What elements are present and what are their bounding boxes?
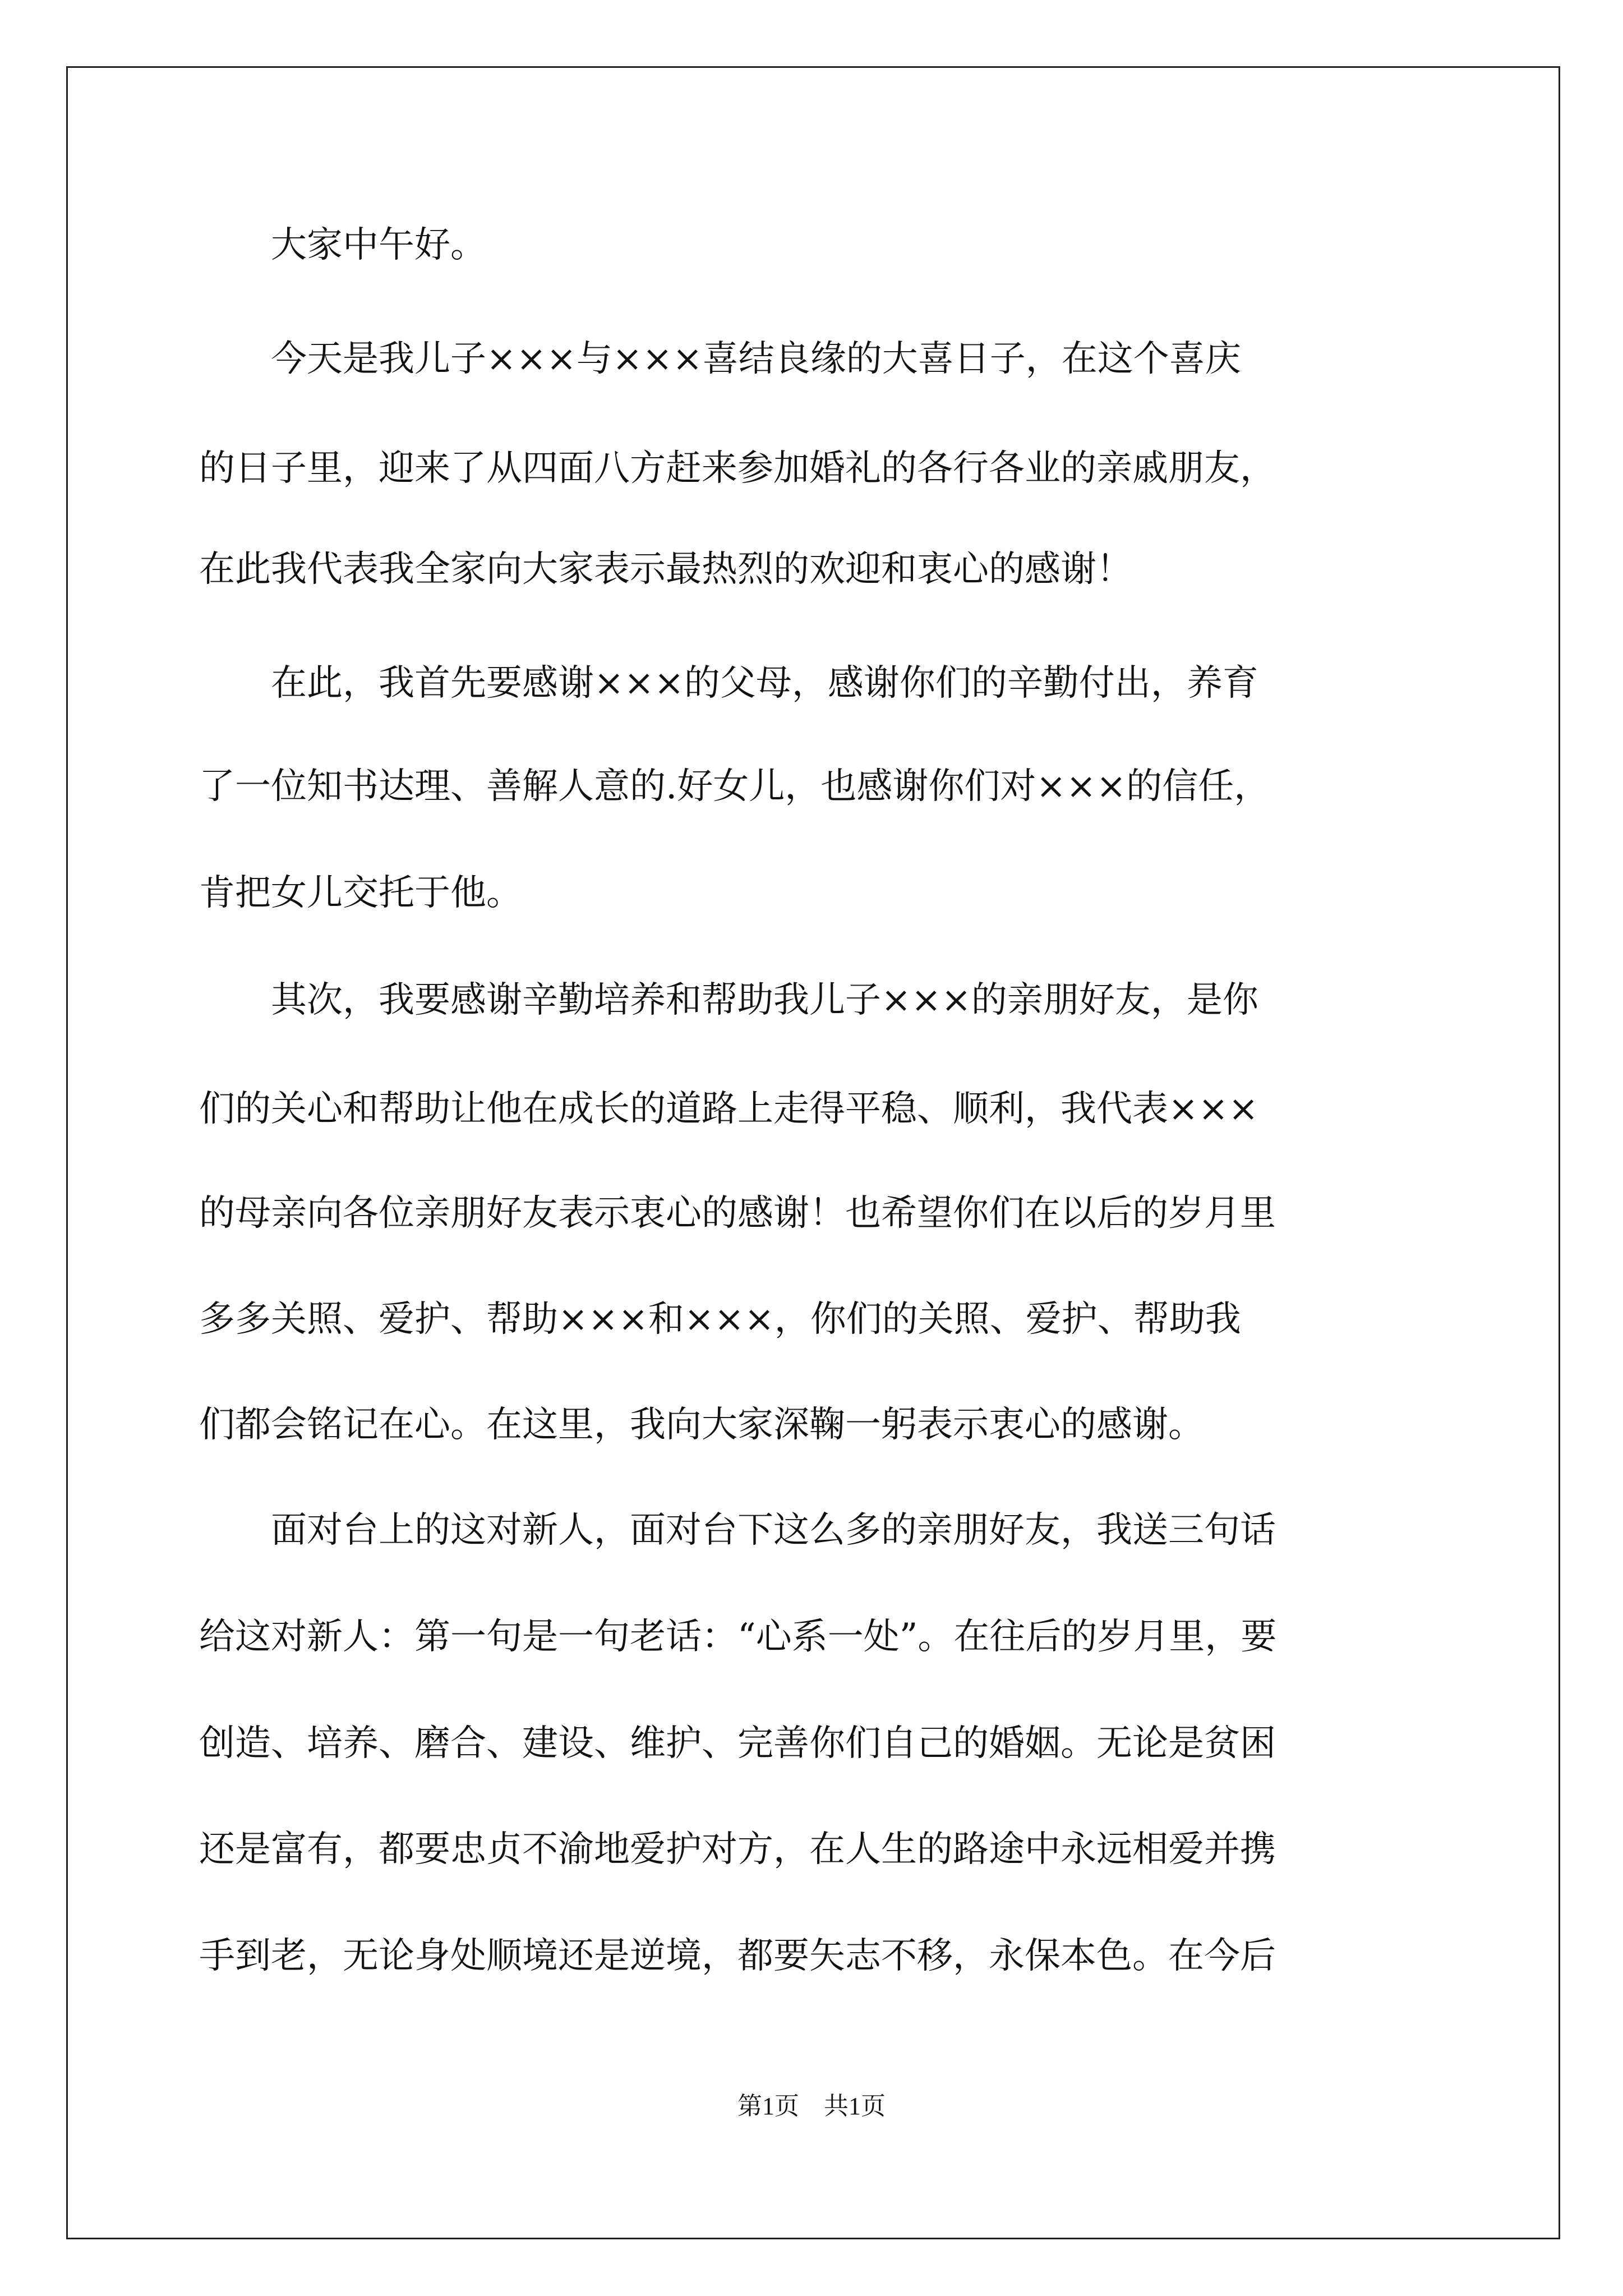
text-line: 还是富有，都要忠贞不渝地爱护对方，在人生的路途中永远相爱并携 [199, 1829, 1276, 1870]
text-line: 了一位知书达理、善解人意的.好女儿，也感谢你们对×××的信任， [199, 766, 1270, 807]
text-line: 的母亲向各位亲朋好友表示衷心的感谢！也希望你们在以后的岁月里 [199, 1193, 1276, 1234]
text-line: 多多关照、爱护、帮助×××和×××，你们的关照、爱护、帮助我 [199, 1299, 1241, 1340]
text-line: 手到老，无论身处顺境还是逆境，都要矢志不移，永保本色。在今后 [199, 1935, 1276, 1977]
text-line: 在此我代表我全家向大家表示最热烈的欢迎和衷心的感谢！ [199, 549, 1132, 590]
text-line: 给这对新人：第一句是一句老话：“心系一处”。在往后的岁月里，要 [199, 1616, 1277, 1658]
text-line: 在此，我首先要感谢×××的父母，感谢你们的辛勤付出，养育 [199, 662, 1258, 704]
text-line: 的日子里，迎来了从四面八方赶来参加婚礼的各行各业的亲戚朋友， [199, 448, 1276, 489]
text-line: 今天是我儿子×××与×××喜结良缘的大喜日子，在这个喜庆 [199, 338, 1241, 380]
text-line: 们的关心和帮助让他在成长的道路上走得平稳、顺利，我代表××× [199, 1088, 1258, 1130]
text-line: 们都会铭记在心。在这里，我向大家深鞠一躬表示衷心的感谢。 [199, 1404, 1204, 1446]
text-line: 肯把女儿交托于他。 [199, 872, 522, 914]
page-border [66, 66, 1560, 2239]
text-line: 其次，我要感谢辛勤培养和帮助我儿子×××的亲朋好友，是你 [199, 979, 1258, 1021]
text-line: 面对台上的这对新人，面对台下这么多的亲朋好友，我送三句话 [199, 1510, 1276, 1551]
text-line: 大家中午好。 [199, 224, 486, 266]
text-line: 创造、培养、磨合、建设、维护、完善你们自己的婚姻。无论是贫困 [199, 1723, 1276, 1764]
page-number-footer: 第1页 共1页 [737, 2092, 886, 2120]
